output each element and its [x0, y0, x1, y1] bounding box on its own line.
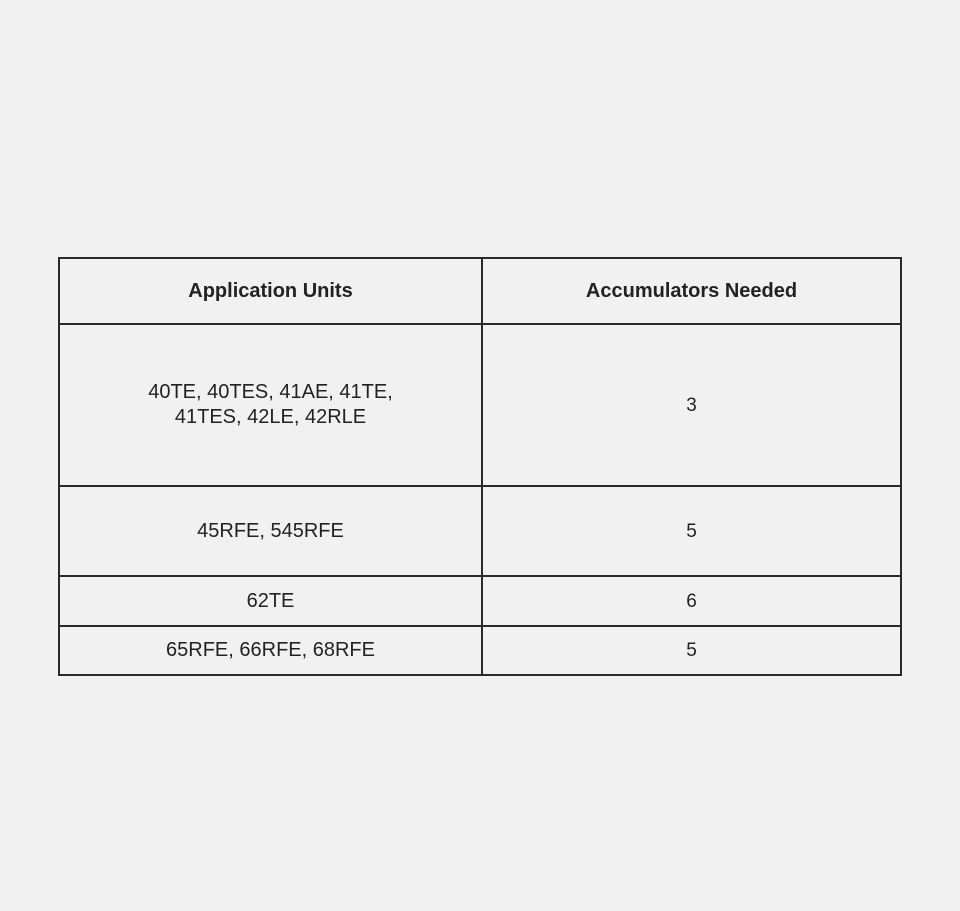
- accumulators-needed-cell: [482, 324, 901, 486]
- accumulators-needed-value: 5: [686, 520, 697, 542]
- table-row: [59, 324, 901, 486]
- accumulators-needed-cell: [482, 486, 901, 576]
- accumulator-table-container: [58, 257, 900, 676]
- table-row: [59, 486, 901, 576]
- column-header-application-units: Application Units: [59, 258, 482, 324]
- column-header-accumulators-needed: Accumulators Needed: [482, 258, 901, 324]
- application-units-cell: [59, 576, 482, 626]
- accumulators-needed-cell: [482, 626, 901, 675]
- accumulator-table: [58, 257, 902, 676]
- table-header-row: [59, 258, 901, 324]
- application-units-line-2: 41TES, 42LE, 42RLE: [174, 406, 367, 428]
- application-units-line-1: 40TE, 40TES, 41AE, 41TE,: [148, 381, 393, 403]
- accumulators-needed-cell: [482, 576, 901, 626]
- application-units-value: 45RFE, 545RFE: [197, 519, 344, 542]
- accumulators-needed-value: 3: [686, 394, 697, 416]
- accumulators-needed-value: 6: [686, 590, 697, 612]
- application-units-value: 62TE: [246, 589, 295, 612]
- accumulators-needed-value: 5: [686, 640, 697, 661]
- application-units-cell: [59, 626, 482, 675]
- table-row: [59, 576, 901, 626]
- application-units-cell: [59, 324, 482, 486]
- application-units-cell: [59, 486, 482, 576]
- table-row: [59, 626, 901, 675]
- application-units-value: 65RFE, 66RFE, 68RFE: [166, 639, 375, 661]
